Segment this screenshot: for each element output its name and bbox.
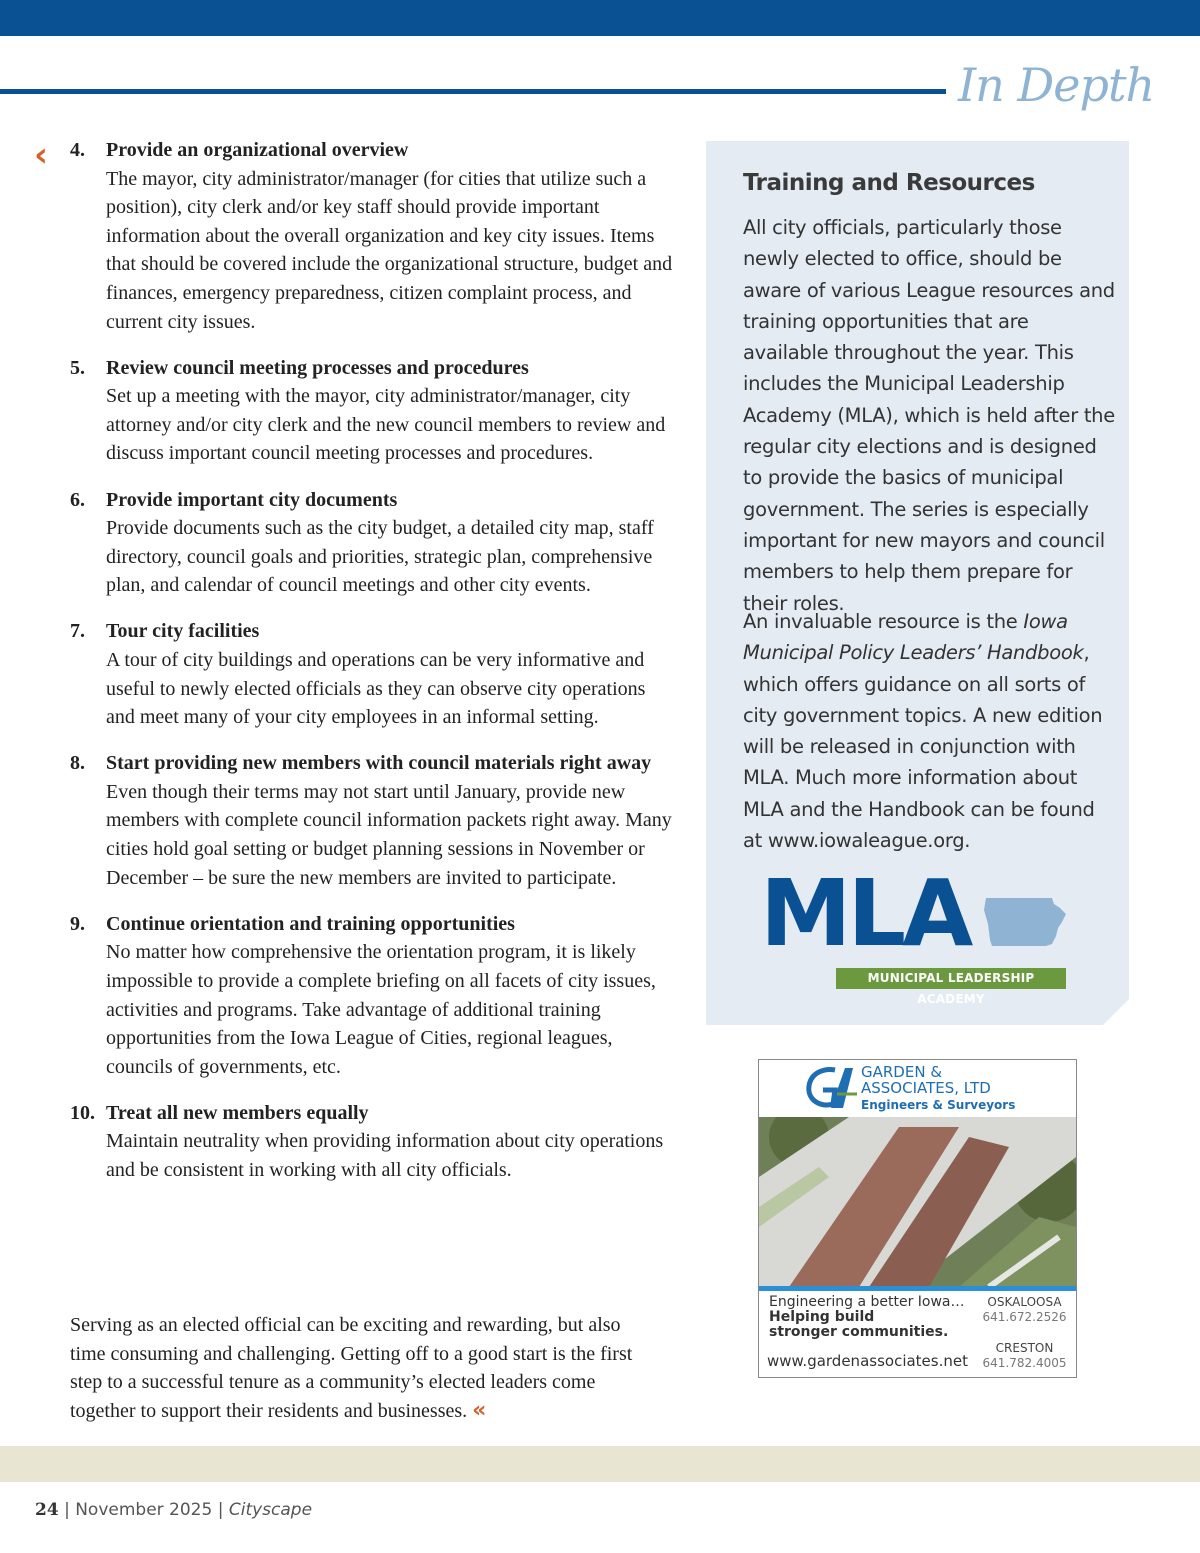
sidebar-p2-rest: , which offers guidance on all sorts of city government topics. A new edition will be released in conjunction with MLA. Much more information about MLA and the Handbook can be found at www.iowaleague.org. (743, 641, 1103, 853)
ad-tagline-3: stronger communities. (769, 1324, 949, 1340)
iowa-state-icon (982, 894, 1068, 952)
item-heading: Treat all new members equally (106, 1101, 369, 1124)
mla-logo (760, 860, 1070, 1006)
page-number: 24 (35, 1500, 59, 1520)
item-number: 6. (70, 488, 85, 511)
list-item (70, 617, 675, 731)
item-body: Even though their terms may not start until January, provide new members with complete council information packets right away. Many cities hold goal setting or budget planning sessions in November or December – be sure the new members are invited to participate. (106, 780, 672, 889)
sidebar-paragraph-2 (743, 606, 1115, 856)
ad-company-subtitle: Engineers & Surveyors (861, 1098, 1016, 1112)
item-number: 5. (70, 356, 85, 379)
footer-issue: | November 2025 | (58, 1500, 229, 1520)
ad-website-link[interactable]: www.gardenassociates.net (767, 1352, 968, 1370)
top-color-band (0, 0, 1200, 36)
open-chevron-icon: ‹ (34, 135, 49, 175)
section-label: In Depth (958, 58, 1155, 112)
item-number: 10. (70, 1101, 95, 1124)
item-heading: Provide an organizational overview (106, 139, 409, 161)
mla-tagline: MUNICIPAL LEADERSHIP ACADEMY (836, 968, 1066, 989)
item-body: Maintain neutrality when providing information about city operations and be consistent in working with all city officials. (106, 1130, 664, 1181)
ad-header (759, 1060, 1076, 1117)
item-body: The mayor, city administrator/manager (for cities that utilize such a position), city clerk and/or key staff should provide important information about the overall organization and key city issues. Items that should be covered include the organizational structure, budget and finances, emergency preparedness, citizen complaint process, and current city issues. (106, 167, 673, 333)
ad-company-name-2: ASSOCIATES, LTD (861, 1079, 991, 1097)
list-item (70, 910, 675, 1082)
sidebar-p2-lead: An invaluable resource is the (743, 610, 1024, 633)
mla-logo-letters: MLA (760, 860, 970, 967)
aerial-photo-illustration (759, 1117, 1076, 1287)
garden-associates-ad[interactable] (758, 1059, 1077, 1378)
item-body: A tour of city buildings and operations can be very informative and useful to newly elected officials as they can observe city operations and meet many of your city employees in an informal setting. (106, 649, 646, 729)
ad-company-name-1: GARDEN & (861, 1063, 943, 1081)
page-footer (35, 1500, 312, 1520)
item-body: Provide documents such as the city budget, a detailed city map, staff directory, council goals and priorities, strategic plan, comprehensive plan, and calendar of council meetings and other city events. (106, 517, 654, 597)
list-item (70, 354, 675, 468)
ad-office-2-city: CRESTON (995, 1341, 1054, 1355)
item-heading: Tour city facilities (106, 620, 260, 643)
sidebar-corner (1102, 998, 1130, 1026)
ad-aerial-photo (759, 1117, 1076, 1287)
sidebar-title: Training and Resources (743, 170, 1035, 196)
closing-text: Serving as an elected official can be exciting and rewarding, but also time consuming and challenging. Getting off to a good start is the first step to a successful tenure as a community’s elected leaders come together to support their residents and businesses. (70, 1314, 633, 1422)
list-item (70, 1099, 675, 1185)
ad-office-2-phone: 641.782.4005 (982, 1356, 1067, 1370)
footer-band (0, 1446, 1200, 1482)
header-rule (0, 89, 946, 94)
ga-logo-icon (801, 1064, 861, 1112)
ad-tagline-1: Engineering a better Iowa… (769, 1294, 965, 1310)
ad-office-1-phone: 641.672.2526 (982, 1310, 1067, 1324)
ad-tagline-2: Helping build (769, 1309, 875, 1325)
closing-paragraph (70, 1311, 650, 1425)
sidebar-paragraph-1: All city officials, particularly those newly elected to office, should be aware of various League resources and training opportunities that are available throughout the year. This includes the Municipal Leadership Academy (MLA), which is held after the regular city elections and is designed to provide the basics of municipal government. The series is especially important for new mayors and council members to help them prepare for their roles. (743, 216, 1115, 615)
list-item (70, 486, 675, 600)
tips-list (70, 136, 675, 1202)
item-heading: Continue orientation and training opportunities (106, 912, 515, 935)
end-chevron-icon: « (472, 1397, 487, 1423)
handbook-title: Iowa Municipal Policy Leaders’ Handbook (743, 610, 1084, 665)
ad-footer (759, 1291, 1076, 1378)
item-heading: Start providing new members with council materials right away (106, 752, 652, 775)
item-body: Set up a meeting with the mayor, city administrator/manager, city attorney and/or city clerk and the new council members to review and discuss important council meeting processes and procedures. (106, 385, 666, 465)
item-heading: Provide important city documents (106, 488, 398, 511)
item-number: 7. (70, 620, 85, 643)
item-number: 9. (70, 912, 85, 935)
item-number: 8. (70, 752, 85, 775)
list-item (70, 136, 675, 336)
magazine-name: Cityscape (228, 1500, 313, 1520)
item-heading: Review council meeting processes and procedures (106, 356, 529, 379)
ad-office-1-city: OSKALOOSA (987, 1295, 1062, 1309)
item-body: No matter how comprehensive the orientation program, it is likely impossible to provide a complete briefing on all facets of city issues, activities and programs. Take advantage of additional training opportunities from the Iowa League of Cities, regional leagues, councils of governments, etc. (106, 941, 656, 1078)
item-number: 4. (70, 139, 85, 161)
list-item (70, 749, 675, 892)
